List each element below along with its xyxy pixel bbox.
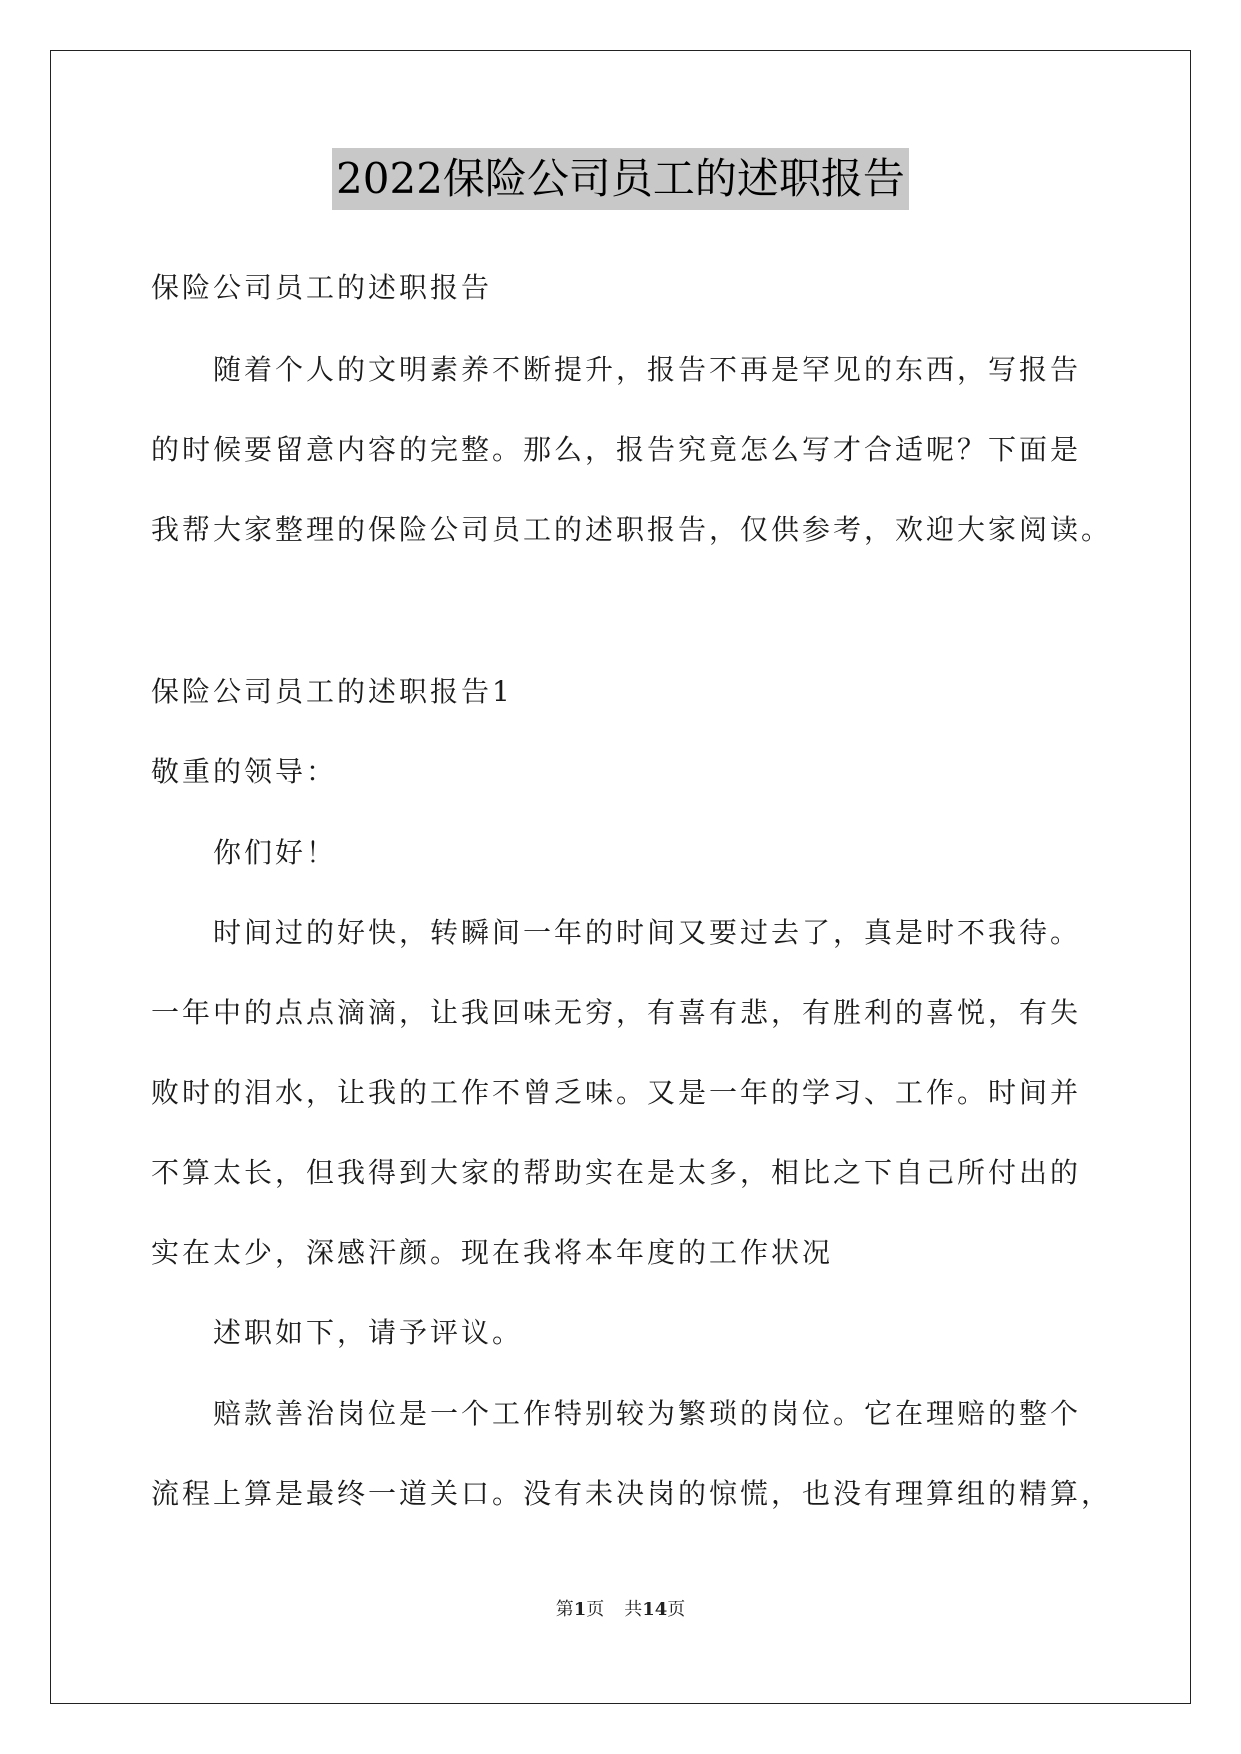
paragraph-line: 实在太少，深感汗颜。现在我将本年度的工作状况	[151, 1236, 834, 1269]
title-container	[0, 148, 1241, 210]
salutation: 敬重的领导：	[151, 755, 338, 788]
page-number: 1	[573, 1599, 587, 1620]
page-prefix: 第	[555, 1599, 574, 1620]
page-footer	[0, 1598, 1241, 1622]
paragraph-line: 败时的泪水，让我的工作不曾乏味。又是一年的学习、工作。时间并	[151, 1076, 1082, 1109]
greeting: 你们好！	[213, 836, 338, 869]
page-suffix: 页	[586, 1599, 605, 1620]
subtitle-line: 保险公司员工的述职报告	[151, 271, 493, 304]
paragraph-line: 时间过的好快，转瞬间一年的时间又要过去了，真是时不我待。	[213, 916, 1082, 949]
paragraph-line: 随着个人的文明素养不断提升，报告不再是罕见的东西，写报告	[213, 353, 1082, 386]
paragraph-line: 述职如下，请予评议。	[213, 1316, 524, 1349]
paragraph-line: 我帮大家整理的保险公司员工的述职报告，仅供参考，欢迎大家阅读。	[151, 513, 1113, 546]
paragraph-line: 不算太长，但我得到大家的帮助实在是太多，相比之下自己所付出的	[151, 1156, 1082, 1189]
total-pages: 14	[642, 1599, 668, 1620]
paragraph-line: 一年中的点点滴滴，让我回味无穷，有喜有悲，有胜利的喜悦，有失	[151, 996, 1082, 1029]
section-heading: 保险公司员工的述职报告1	[151, 675, 513, 708]
paragraph-line: 的时候要留意内容的完整。那么，报告究竟怎么写才合适呢？下面是	[151, 433, 1082, 466]
paragraph-line: 流程上算是最终一道关口。没有未决岗的惊慌，也没有理算组的精算，	[151, 1477, 1113, 1510]
document-title: 2022保险公司员工的述职报告	[332, 148, 909, 210]
total-suffix: 页	[667, 1599, 686, 1620]
paragraph-line: 赔款善治岗位是一个工作特别较为繁琐的岗位。它在理赔的整个	[213, 1397, 1082, 1430]
total-prefix: 共	[624, 1599, 643, 1620]
